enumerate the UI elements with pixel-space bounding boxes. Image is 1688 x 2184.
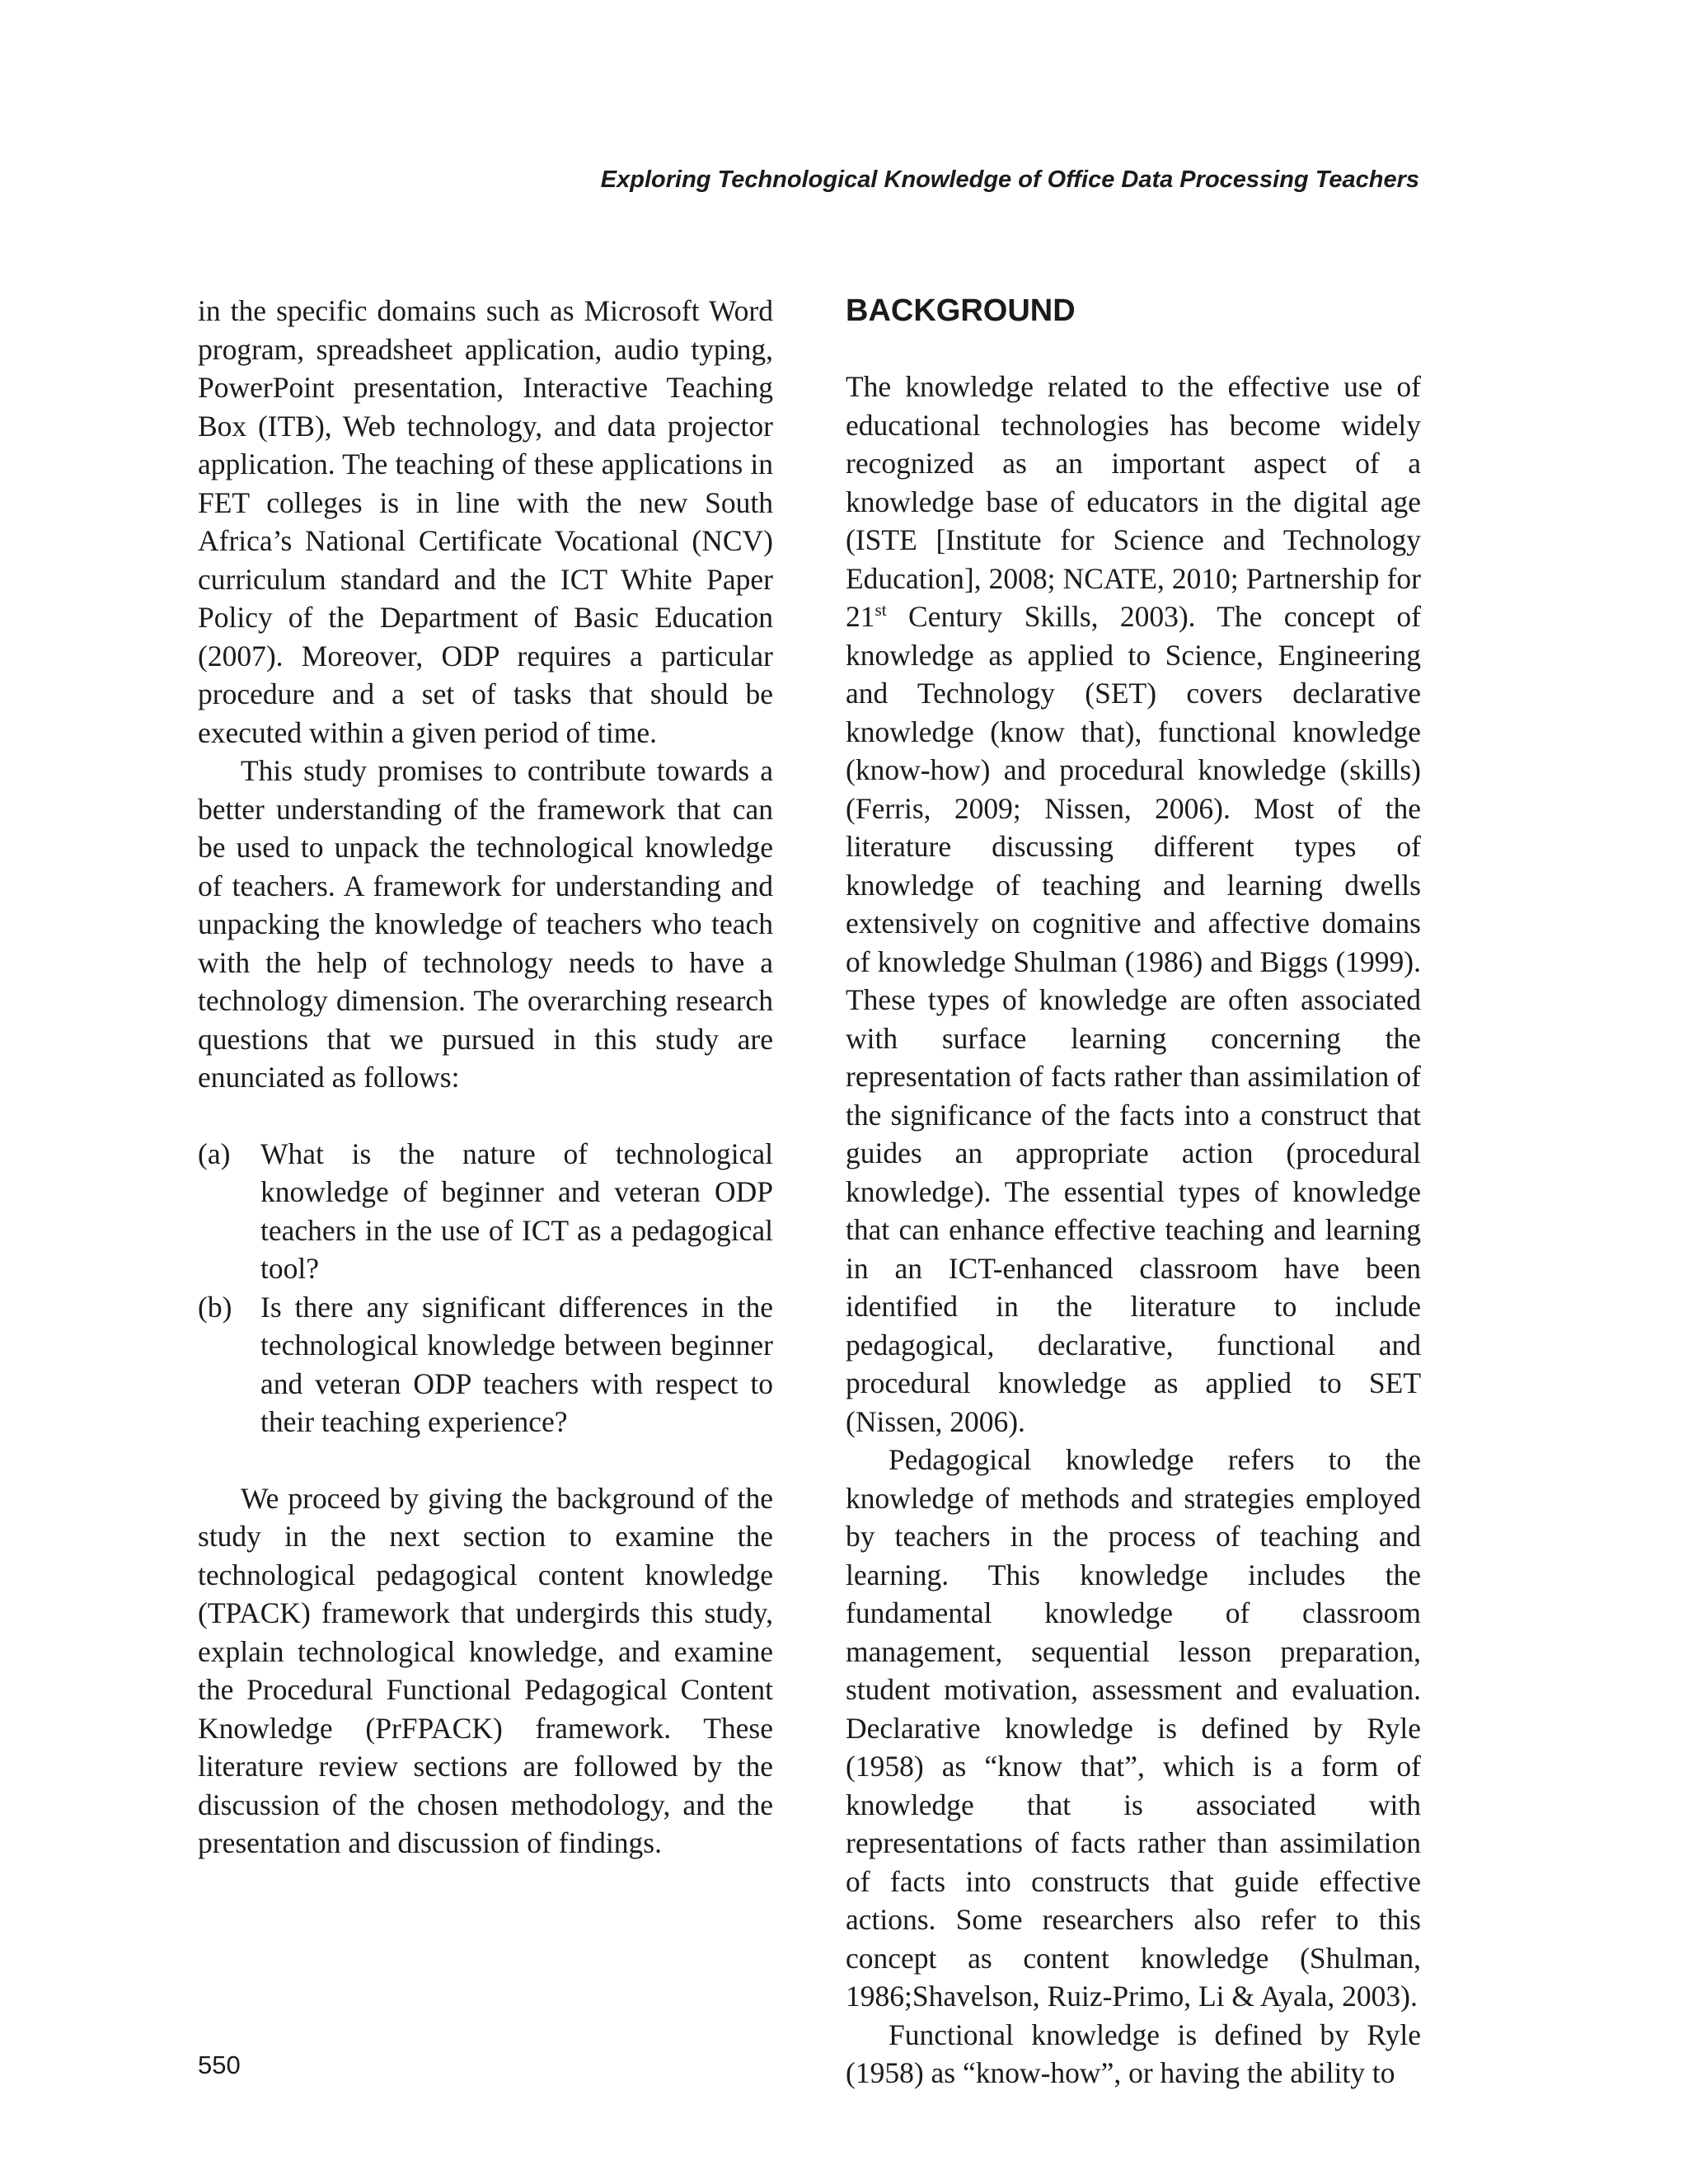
running-header-title: Exploring Technological Knowledge of Office Data Processing Teachers — [600, 166, 1419, 193]
right-paragraph-1 — [846, 368, 1421, 1441]
superscript: st — [874, 600, 887, 621]
spacer — [846, 330, 1421, 368]
question-label: (a) — [198, 1137, 231, 1170]
question-label: (b) — [198, 1290, 232, 1324]
left-paragraph-3: We proceed by giving the background of the study in the next section to examine the technological pedagogical content knowledge (TPACK) framework that undergirds this study, explain technological knowledge, and examine the Procedural Functional Pedagogical Content Knowledge (PrFPACK) framework. These literature review sections are followed by the discussion of the chosen methodology, and the presentation and discussion of findings. — [198, 1481, 773, 1859]
right-paragraph-3: Functional knowledge is defined by Ryle (1958) as “know-how”, or having the ability to — [846, 2018, 1421, 2089]
research-question-b — [198, 1288, 773, 1441]
spacer — [198, 1097, 773, 1135]
section-heading-background: BACKGROUND — [846, 293, 1076, 328]
research-questions-list — [198, 1135, 773, 1441]
left-column — [198, 292, 773, 1863]
paragraph-text: The knowledge related to the effective use of educational technologies has become widely recognized as an important aspect of a knowledge base of educators in the digital age (ISTE [Institute for Science and Technology Education], 2008; NCATE, 2010; Partnership for 21 — [846, 370, 1421, 633]
spacer — [198, 1441, 773, 1479]
research-question-a — [198, 1135, 773, 1288]
question-text: Is there any significant differences in the technological knowledge between beginner and veteran ODP teachers with respect to their teaching experience? — [260, 1290, 773, 1438]
left-paragraph-1: in the specific domains such as Microsoft Word program, spreadsheet application, audio typing, PowerPoint presentation, Interactive Teaching Box (ITB), Web technology, and data projector application. The teaching of these applications in FET colleges is in line with the new South Africa’s National Certificate Vocational (NCV) curriculum standard and the ICT White Paper Policy of the Department of Basic Education (2007). Moreover, ODP requires a particular procedure and a set of tasks that should be executed within a given period of time. — [198, 294, 773, 749]
paragraph-text: Century Skills, 2003). The concept of knowledge as applied to Science, Engineering and Technology (SET) covers declarative knowledge (know that), functional knowledge (know-how) and procedural knowledge (skills) (Ferris, 2009; Nissen, 2006). Most of the literature discussing different types of knowledge of teaching and learning dwells extensively on cognitive and affective domains of knowledge Shulman (1986) and Biggs (1999). These types of knowledge are often associated with surface learning concerning the representation of facts rather than assimilation of the significance of the facts into a construct that guides an appropriate action (procedural knowledge). The essential types of knowledge that can enhance effective teaching and learning in an ICT-enhanced classroom have been identified in the literature to include pedagogical, declarative, functional and procedural knowledge as applied to SET (Nissen, 2006). — [846, 600, 1421, 1438]
left-paragraph-2: This study promises to contribute towards a better understanding of the framework that can be used to unpack the technological knowledge of teachers. A framework for understanding and unpacking the knowledge of teachers who teach with the help of technology needs to have a technology dimension. The overarching research questions that we pursued in this study are enunciated as follows: — [198, 754, 773, 1094]
right-column — [846, 292, 1421, 2093]
right-paragraph-2: Pedagogical knowledge refers to the knowledge of methods and strategies employed by teachers in the process of teaching and learning. This knowledge includes the fundamental knowledge of classroom management, sequential lesson preparation, student motivation, assessment and evaluation. Declarative knowledge is defined by Ryle (1958) as “know that”, which is a form of knowledge that is associated with representations of facts rather than assimilation of facts into constructs that guide effective actions. Some researchers also refer to this concept as content knowledge (Shulman, 1986;Shavelson, Ruiz-Primo, Li & Ayala, 2003). — [846, 1443, 1421, 2013]
page-number: 550 — [198, 2050, 241, 2079]
question-text: What is the nature of technological knowledge of beginner and veteran ODP teachers in the use of ICT as a pedagogical tool? — [260, 1137, 773, 1285]
